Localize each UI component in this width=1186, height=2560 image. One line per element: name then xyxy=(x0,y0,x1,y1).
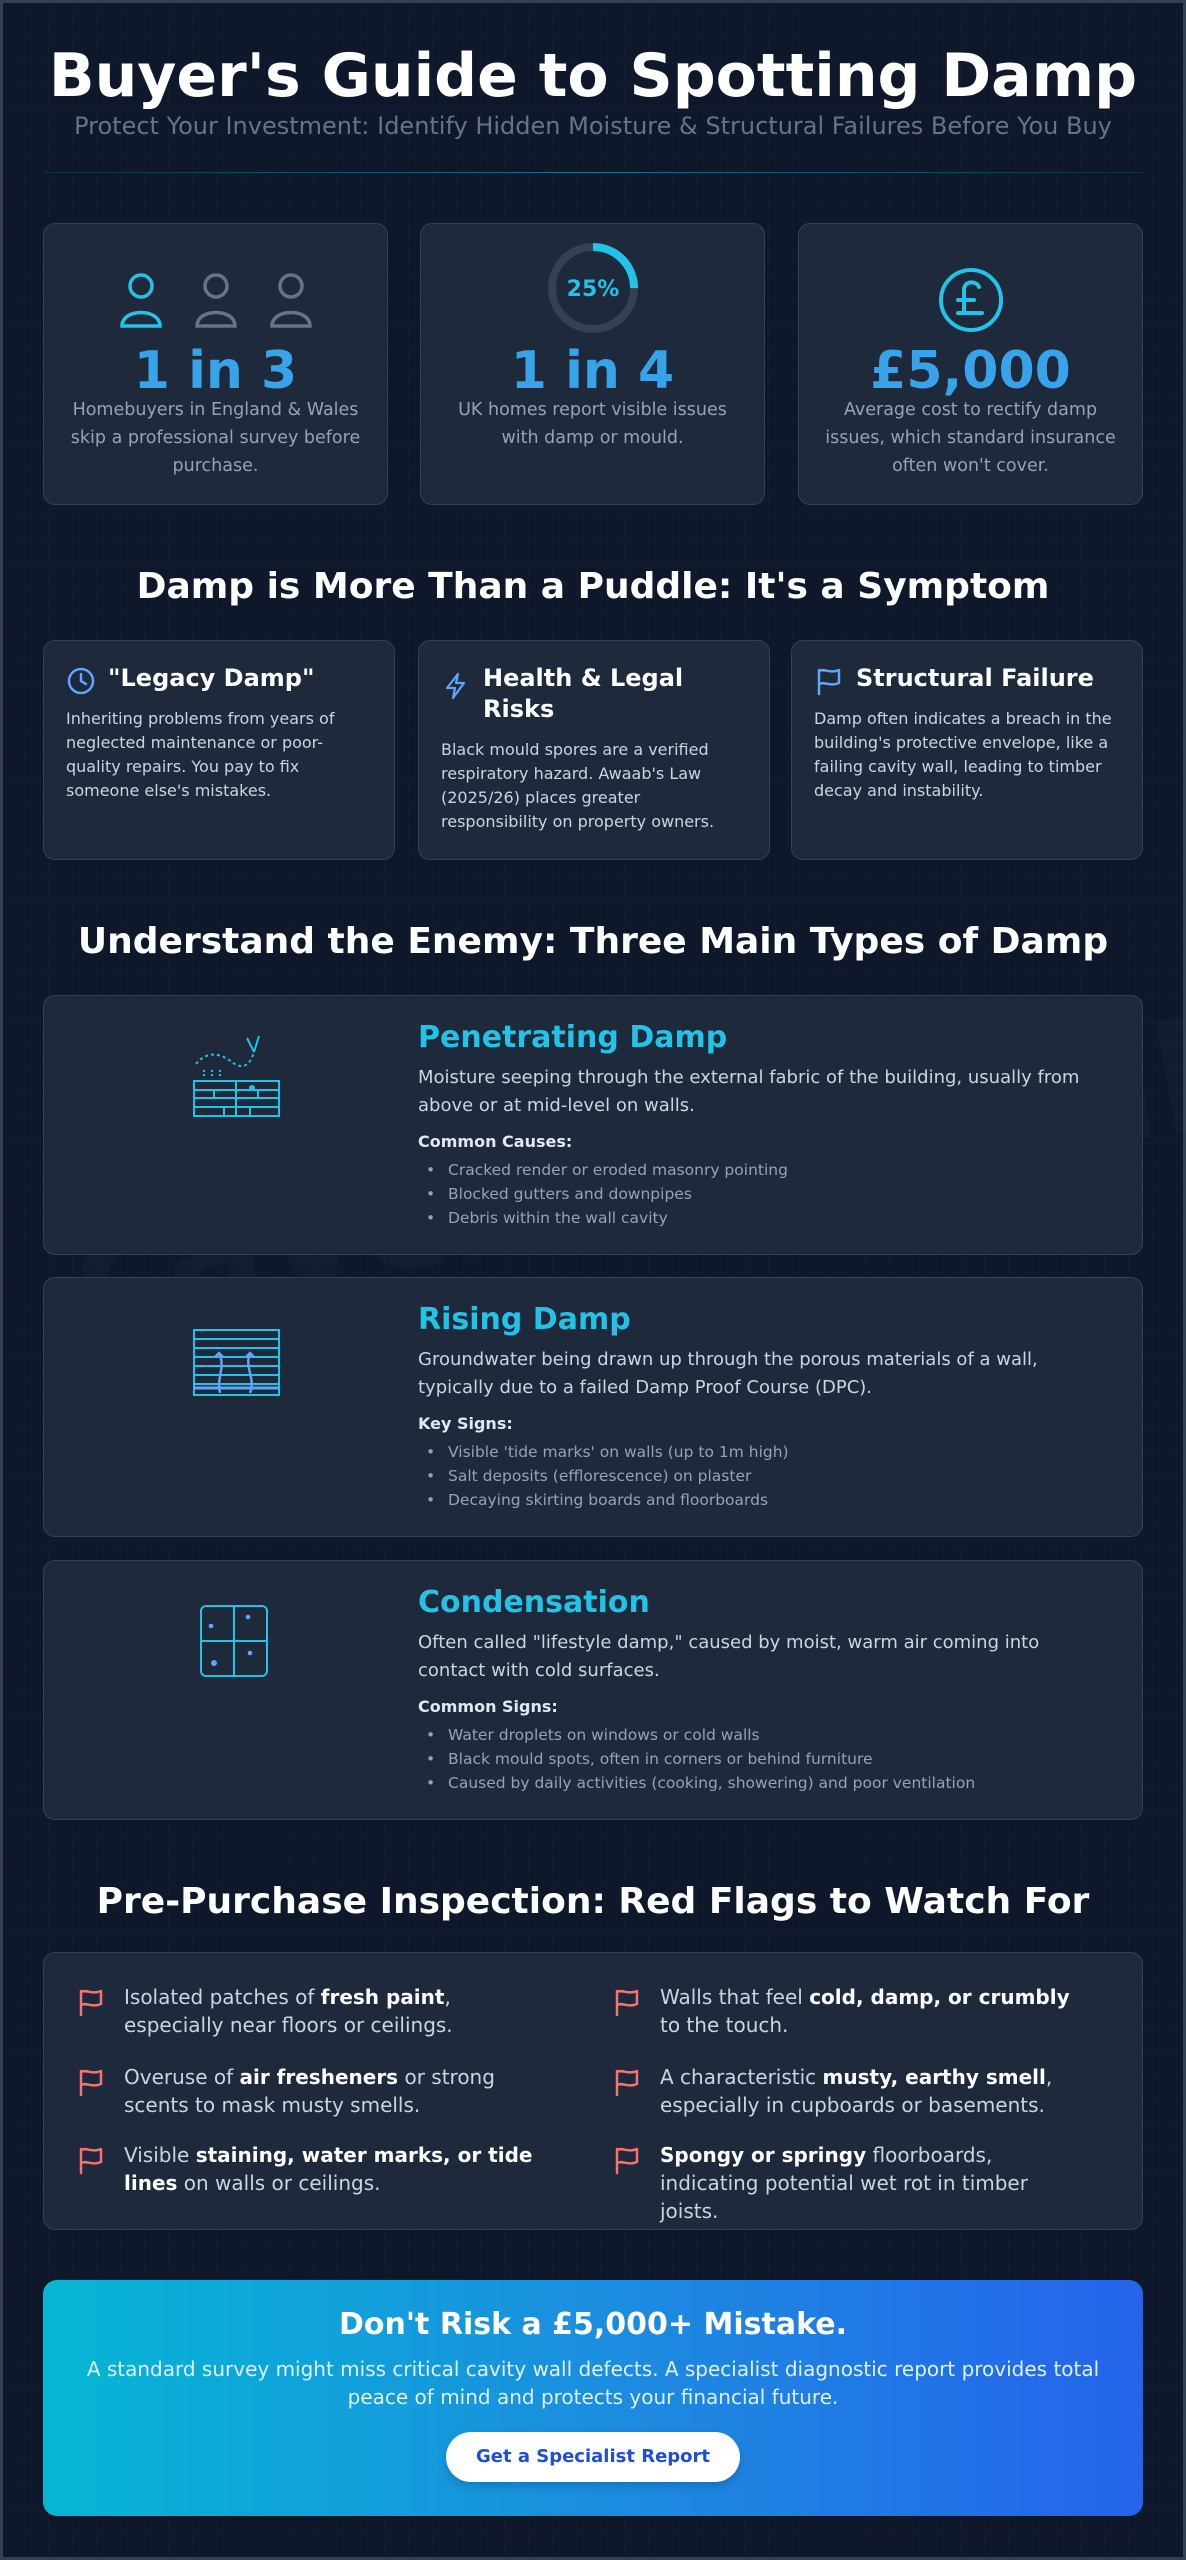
person-icon-group xyxy=(116,270,316,330)
stat-card-cost xyxy=(798,223,1143,505)
cta-banner xyxy=(43,2280,1143,2516)
section-title-symptom: Damp is More Than a Puddle: It's a Symptom xyxy=(136,566,1050,607)
red-flag-text xyxy=(660,2063,1082,2119)
symptom-card-legacy xyxy=(43,640,395,860)
get-report-button[interactable]: Get a Specialist Report xyxy=(446,2432,740,2482)
red-flag-item xyxy=(76,1983,546,2039)
page-subtitle: Protect Your Investment: Identify Hidden Moisture & Structural Failures Before You Buy xyxy=(74,112,1112,140)
red-flag-text-pre: Visible xyxy=(124,2143,196,2167)
card-title: Health & Legal Risks xyxy=(483,664,684,723)
red-flag-text-bold: musty, earthy smell xyxy=(822,2065,1046,2089)
progress-ring-icon xyxy=(421,238,764,338)
card-body: Inheriting problems from years of neglected maintenance or poor-quality repairs. You pay to fix someone else's mistakes. xyxy=(66,709,335,800)
red-flag-item xyxy=(612,2141,1082,2225)
list-item: • Black mould spots, often in corners or behind furniture xyxy=(418,1747,1108,1771)
list-item: • Decaying skirting boards and floorboards xyxy=(418,1488,1108,1512)
flag-icon xyxy=(814,666,844,696)
damp-type-list xyxy=(418,1440,1108,1512)
list-item: • Debris within the wall cavity xyxy=(418,1206,1108,1230)
red-flag-text-bold: staining, water marks, or tide lines xyxy=(124,2143,533,2195)
person-icon xyxy=(197,275,235,326)
red-flag-text xyxy=(124,1983,546,2039)
card-title: Structural Failure xyxy=(856,664,1094,692)
symptom-card-structural xyxy=(791,640,1143,860)
card-body: Damp often indicates a breach in the building's protective envelope, like a failing cavity wall, leading to timber decay and instability. xyxy=(814,709,1112,800)
progress-ring-label: 25% xyxy=(566,277,619,302)
damp-type-description: Groundwater being drawn up through the porous materials of a wall, typically due to a failed Damp Proof Course (DPC). xyxy=(418,1349,1038,1398)
red-flag-icon xyxy=(76,2145,106,2175)
damp-type-title: Penetrating Damp xyxy=(418,1020,728,1055)
red-flag-text xyxy=(660,2141,1082,2225)
lightning-icon xyxy=(441,671,471,701)
pound-icon xyxy=(799,260,1142,340)
clock-icon xyxy=(66,666,96,696)
red-flag-text-pre: Walls that feel xyxy=(660,1985,810,2009)
red-flag-icon xyxy=(76,2067,106,2097)
card-title: "Legacy Damp" xyxy=(108,664,315,692)
stat-value: 1 in 3 xyxy=(133,341,298,401)
cta-body: A standard survey might miss critical cavity wall defects. A specialist diagnostic report provides total peace of mind and protects your financial future. xyxy=(86,2357,1100,2409)
penetrating-damp-icon xyxy=(184,1026,284,1126)
red-flag-text-bold: Spongy or springy xyxy=(660,2143,867,2167)
red-flag-text-pre: A characteristic xyxy=(660,2065,823,2089)
pound-symbol xyxy=(936,265,1006,335)
damp-type-title: Rising Damp xyxy=(418,1302,631,1337)
red-flag-text-post: , especially in cupboards or basements. xyxy=(660,2065,1053,2117)
damp-type-list xyxy=(418,1723,1108,1795)
divider xyxy=(43,172,1143,173)
card-header xyxy=(814,663,1124,696)
stat-value: 1 in 4 xyxy=(510,341,675,401)
damp-type-list-label: Common Signs: xyxy=(418,1697,558,1716)
stat-value: £5,000 xyxy=(870,341,1071,401)
window-condensation-icon xyxy=(184,1591,284,1691)
rising-damp-icon xyxy=(184,1308,284,1408)
person-icons xyxy=(44,260,387,340)
red-flag-icon xyxy=(76,1987,106,2017)
damp-type-description: Moisture seeping through the external fabric of the building, usually from above or at mid-level on walls. xyxy=(418,1067,1080,1116)
damp-type-title: Condensation xyxy=(418,1585,650,1620)
red-flag-text-post: or strong scents to mask musty smells. xyxy=(124,2065,495,2117)
page-title: Buyer's Guide to Spotting Damp xyxy=(48,41,1138,111)
red-flag-text-bold: cold, damp, or crumbly xyxy=(809,1985,1070,2009)
red-flags-panel xyxy=(43,1952,1143,2230)
red-flag-icon xyxy=(612,2145,642,2175)
card-header xyxy=(441,663,751,725)
red-flag-text-pre: Isolated patches of xyxy=(124,1985,321,2009)
damp-type-list-label: Key Signs: xyxy=(418,1414,513,1433)
red-flag-text-post: , especially near floors or ceilings. xyxy=(124,1985,453,2037)
symptom-card-health xyxy=(418,640,770,860)
red-flag-text xyxy=(124,2141,546,2197)
damp-type-rising xyxy=(43,1277,1143,1537)
damp-type-penetrating xyxy=(43,995,1143,1255)
red-flag-text-post: to the touch. xyxy=(660,2013,789,2037)
red-flag-item xyxy=(612,1983,1082,2039)
list-item: • Water droplets on windows or cold walls xyxy=(418,1723,1108,1747)
stat-description: UK homes report visible issues with damp or mould. xyxy=(458,400,727,448)
list-item: • Visible 'tide marks' on walls (up to 1m high) xyxy=(418,1440,1108,1464)
section-title-redflags: Pre-Purchase Inspection: Red Flags to Watch For xyxy=(96,1881,1090,1922)
list-item: • Cracked render or eroded masonry pointing xyxy=(418,1158,1108,1182)
red-flag-icon xyxy=(612,1987,642,2017)
person-icon xyxy=(272,275,310,326)
list-item: • Caused by daily activities (cooking, showering) and poor ventilation xyxy=(418,1771,1108,1795)
damp-type-condensation xyxy=(43,1560,1143,1820)
red-flag-item xyxy=(76,2141,546,2197)
stat-description: Average cost to rectify damp issues, which standard insurance often won't cover. xyxy=(825,400,1116,476)
red-flag-text-pre: Overuse of xyxy=(124,2065,240,2089)
card-body: Black mould spores are a verified respiratory hazard. Awaab's Law (2025/26) places greater responsibility on property owners. xyxy=(441,740,715,831)
red-flag-text-post: on walls or ceilings. xyxy=(177,2171,381,2195)
list-item: • Blocked gutters and downpipes xyxy=(418,1182,1108,1206)
red-flag-text-bold: air fresheners xyxy=(239,2065,399,2089)
damp-type-list xyxy=(418,1158,1108,1230)
person-icon xyxy=(122,275,160,326)
stat-card-survey xyxy=(43,223,388,505)
section-title-types: Understand the Enemy: Three Main Types of Damp xyxy=(77,921,1109,962)
card-header xyxy=(66,663,376,696)
red-flag-icon xyxy=(612,2067,642,2097)
red-flag-item xyxy=(612,2063,1082,2119)
cta-title: Don't Risk a £5,000+ Mistake. xyxy=(339,2307,847,2342)
red-flag-text-bold: fresh paint xyxy=(320,1985,445,2009)
stat-card-visible-issues xyxy=(420,223,765,505)
red-flag-text xyxy=(660,1983,1082,2039)
red-flag-text xyxy=(124,2063,546,2119)
damp-type-list-label: Common Causes: xyxy=(418,1132,573,1151)
list-item: • Salt deposits (efflorescence) on plaster xyxy=(418,1464,1108,1488)
progress-ring xyxy=(545,240,641,336)
red-flag-item xyxy=(76,2063,546,2119)
stat-description: Homebuyers in England & Wales skip a professional survey before purchase. xyxy=(70,400,361,476)
damp-type-description: Often called "lifestyle damp," caused by moist, warm air coming into contact with cold surfaces. xyxy=(418,1632,1040,1681)
red-flag-text-post: floorboards, indicating potential wet rot in timber joists. xyxy=(660,2143,1028,2223)
